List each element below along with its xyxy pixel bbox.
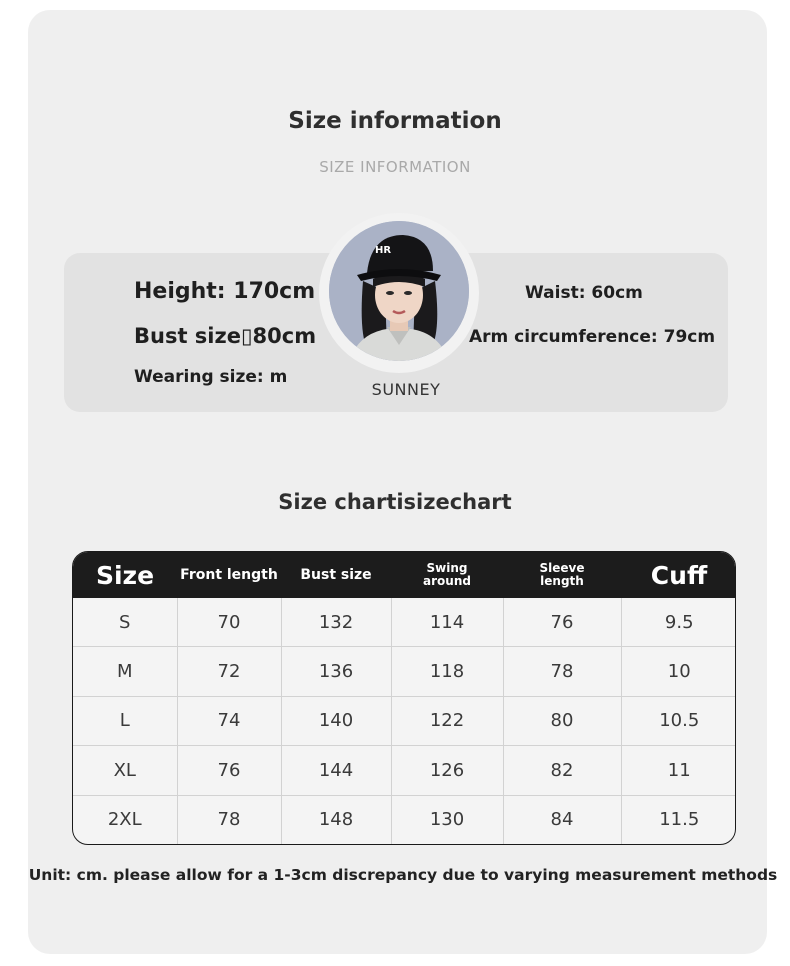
table-cell: 76 <box>177 746 281 796</box>
cap-logo: HR <box>375 245 392 256</box>
table-row <box>73 795 736 844</box>
table-cell: 84 <box>503 795 621 844</box>
table-row <box>73 647 736 697</box>
table-row <box>73 696 736 746</box>
header-sleeve-length <box>503 552 621 598</box>
table-cell: 74 <box>177 696 281 746</box>
table-cell: 11 <box>621 746 736 796</box>
size-chart-title: Size chartisizechart <box>278 490 512 514</box>
model-bust: Bust size▯80cm <box>134 324 317 348</box>
header-size: Size <box>95 560 155 590</box>
table-cell: 114 <box>391 598 503 647</box>
page-title: Size information <box>288 108 502 134</box>
model-wearing-size: Wearing size: m <box>134 367 288 387</box>
header-bust-size: Bust size <box>300 567 372 583</box>
table-header-row <box>73 552 736 598</box>
table-cell: 9.5 <box>621 598 736 647</box>
header-front-length: Front length <box>180 567 278 583</box>
table-cell: S <box>73 598 177 647</box>
table-cell: 122 <box>391 696 503 746</box>
table-cell: XL <box>73 746 177 796</box>
table-cell: 10.5 <box>621 696 736 746</box>
table-cell: 144 <box>281 746 391 796</box>
page-subtitle: SIZE INFORMATION <box>319 158 471 176</box>
table-cell: 82 <box>503 746 621 796</box>
table-cell: 118 <box>391 647 503 697</box>
table-cell: 11.5 <box>659 809 700 831</box>
model-name: SUNNEY <box>371 380 441 399</box>
table-cell: 136 <box>281 647 391 697</box>
model-avatar <box>329 221 469 361</box>
header-swing-around <box>391 552 503 598</box>
table-cell: 80 <box>503 696 621 746</box>
table-row <box>73 598 736 647</box>
table-cell: 2XL <box>73 795 177 844</box>
table-cell: 78 <box>503 647 621 697</box>
model-waist: Waist: 60cm <box>525 283 643 303</box>
size-chart-table <box>72 551 736 845</box>
table-cell: 126 <box>391 746 503 796</box>
table-cell: 10 <box>621 647 736 697</box>
table-cell: 72 <box>177 647 281 697</box>
header-sleeve-length-text: Sleeve length <box>539 561 585 588</box>
table-cell: 132 <box>281 598 391 647</box>
table-cell: L <box>73 696 177 746</box>
table-cell: 76 <box>503 598 621 647</box>
table-cell: 70 <box>177 598 281 647</box>
model-height: Height: 170cm <box>134 279 316 304</box>
model-arm-circumference: Arm circumference: 79cm <box>469 327 716 347</box>
table-row <box>73 746 736 796</box>
header-swing-around-text: Swing around <box>423 561 471 588</box>
table-cell: 140 <box>281 696 391 746</box>
table-cell: M <box>73 647 177 697</box>
header-cuff: Cuff <box>650 560 708 590</box>
table-cell: 130 <box>391 795 503 844</box>
table-cell: 148 <box>281 795 391 844</box>
measurement-note: Unit: cm. please allow for a 1-3cm discrepancy due to varying measurement methods <box>28 866 778 884</box>
table-cell: 78 <box>177 795 281 844</box>
model-photo <box>329 221 469 361</box>
